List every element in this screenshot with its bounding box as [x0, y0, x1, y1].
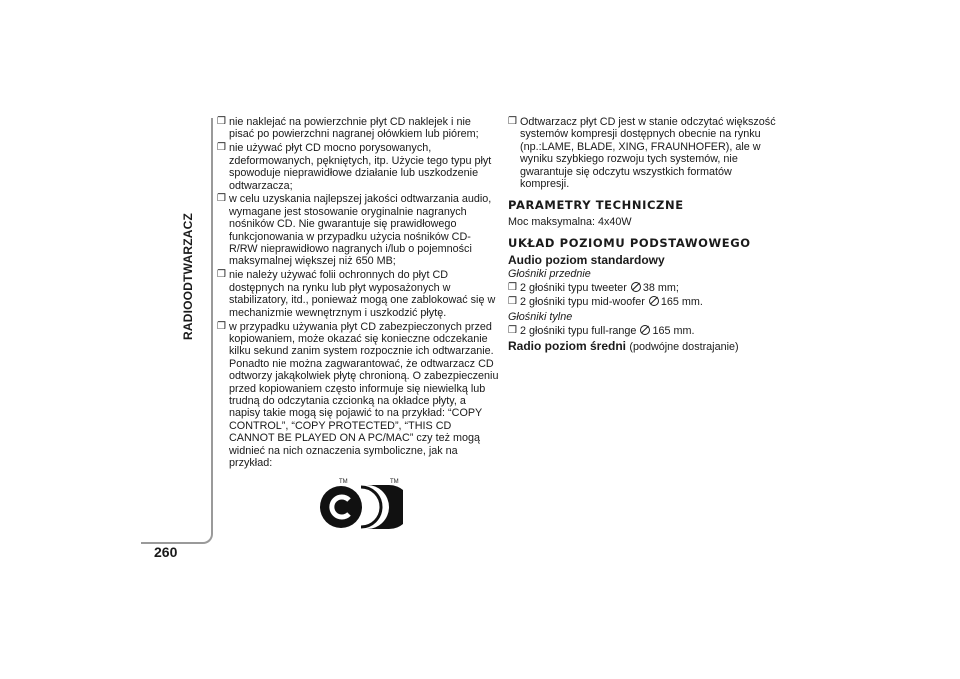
checkbox-bullet-icon: ❒	[508, 325, 517, 337]
technical-parameters-heading: PARAMETRY TECHNICZNE	[508, 198, 684, 213]
list-item	[217, 116, 499, 141]
mid-level-heading	[508, 340, 778, 353]
checkbox-bullet-icon: ❒	[217, 320, 226, 332]
page-number: 260	[154, 544, 178, 560]
list-item	[508, 116, 778, 190]
list-item	[508, 282, 778, 294]
checkbox-bullet-icon: ❒	[217, 193, 226, 205]
speaker-desc: 2 głośniki typu full-range	[520, 325, 637, 338]
checkbox-bullet-icon: ❒	[217, 142, 226, 154]
list-item	[217, 193, 499, 267]
standard-audio-heading: Audio poziom standardowy	[508, 252, 665, 267]
checkbox-bullet-icon: ❒	[508, 282, 517, 294]
diameter-icon	[649, 296, 659, 306]
checkbox-bullet-icon: ❒	[217, 269, 226, 281]
basic-level-heading: UKŁAD POZIOMU PODSTAWOWEGO	[508, 236, 751, 251]
rear-speakers-label: Głośniki tylne	[508, 310, 573, 323]
mid-level-note: (podwójne dostrajanie)	[629, 340, 739, 353]
list-item	[217, 142, 499, 192]
speaker-desc: 2 głośniki typu tweeter	[520, 282, 627, 295]
compact-disc-copy-protected-logo	[313, 473, 403, 529]
list-item-text: nie należy używać folii ochronnych do płyt CD dostępnych na rynku lub płyt wyposażonych w stabilizatory, itd., ponieważ mogą one zablokować się w mechanizmie wewnętrznym i uszkodzić płytę.	[229, 269, 496, 319]
speaker-size: 165 mm.	[660, 296, 703, 309]
speaker-desc: 2 głośniki typu mid-woofer	[520, 296, 645, 309]
checkbox-bullet-icon: ❒	[217, 116, 226, 127]
checkbox-bullet-icon: ❒	[508, 116, 517, 127]
list-item-text: w przypadku używania płyt CD zabezpieczonych przed kopiowaniem, może okazać się konieczne odczekanie kilku sekund zanim system rozpocznie ich odtwarzanie. Ponadto nie można zagwarantować, że odtwarzacz CD odtworzy jakąkolwiek płytę chronioną. O zabezpieczeniu przed kopiowaniem często informuje się niewielką lub trudną do odczytania czcionką na okładce płyty, a napisy takie mogą się pojawić to na przykład: “COPY CONTROL”, “COPY PROTECTED”, “THIS CD CANNOT BE PLAYED ON A PC/MAC” czy też mogą widnieć na nich oznaczenia symboliczne, jak na przykład:	[229, 320, 499, 469]
list-item-text: Odtwarzacz płyt CD jest w stanie odczytać większość systemów kompresji dostępnych obecnie na rynku (np.:LAME, BLADE, XING, FRAUNHOFER), ale w wyniku szybkiego rozwoju tych systemów, nie gwarantuje się odczytu wszystkich formatów kompresji.	[520, 116, 776, 191]
checkbox-bullet-icon: ❒	[508, 296, 517, 308]
speaker-size: 38 mm;	[642, 282, 679, 295]
list-item	[217, 321, 499, 470]
right-column	[508, 116, 778, 355]
left-column	[217, 116, 499, 471]
list-item-text: nie używać płyt CD mocno porysowanych, zdeformowanych, pękniętych, itp. Użycie tego typu płyt spowoduje nieprawidłowe działanie lub uszkodzenie odtwarzacza;	[229, 142, 492, 192]
mid-level-title: Radio poziom średni	[508, 338, 627, 353]
diameter-icon	[640, 325, 650, 335]
speaker-size: 165 mm.	[652, 325, 695, 338]
front-speakers-label: Głośniki przednie	[508, 268, 591, 281]
list-item	[508, 296, 778, 308]
list-item	[508, 325, 778, 337]
margin-rule	[141, 118, 213, 544]
section-title: RADIOODTWARZACZ	[181, 213, 195, 340]
trademark-label: TM	[390, 479, 399, 485]
trademark-label: TM	[339, 479, 348, 485]
max-power-text: Moc maksymalna: 4x40W	[508, 215, 632, 228]
list-item	[217, 269, 499, 319]
list-item-text: nie naklejać na powierzchnie płyt CD naklejek i nie pisać po powierzchni nagranej ołówkiem lub piórem;	[229, 116, 479, 141]
diameter-icon	[631, 282, 641, 292]
list-item-text: w celu uzyskania najlepszej jakości odtwarzania audio, wymagane jest stosowanie oryginalnie nagranych nośników CD. Nie gwarantuje się prawidłowego funkcjonowania w przypadku użycia nośników CD-R/RW nieprawidłowo nagranych i/lub o pojemności maksymalnej większej niż 650 MB;	[229, 193, 492, 268]
